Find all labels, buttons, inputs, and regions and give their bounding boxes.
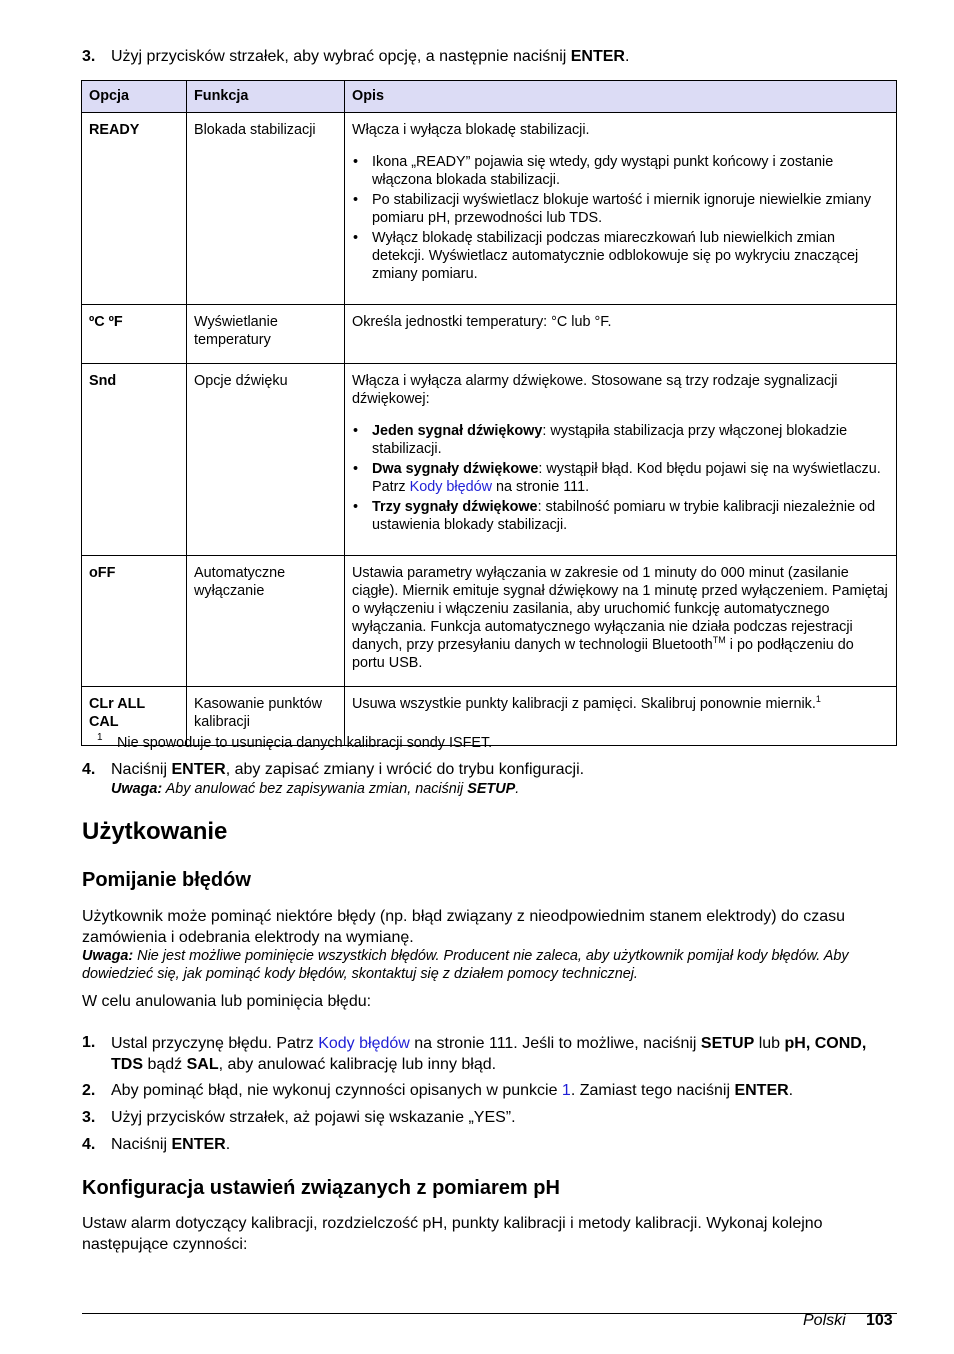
footer-language: Polski bbox=[803, 1312, 846, 1329]
option-cell: oFF bbox=[82, 556, 187, 687]
description-cell bbox=[345, 113, 897, 305]
header-option: Opcja bbox=[82, 81, 187, 113]
function-cell: Wyświetlanie temperatury bbox=[187, 305, 345, 364]
option-cell: ºC ºF bbox=[82, 305, 187, 364]
header-function: Funkcja bbox=[187, 81, 345, 113]
footnote-text: Nie spowoduje to usunięcia danych kalibracji sondy ISFET. bbox=[117, 735, 493, 751]
options-table bbox=[81, 80, 897, 746]
note-cancel: Uwaga: Aby anulować bez zapisywania zmian, naciśnij SETUP. bbox=[111, 781, 520, 797]
header-description: Opis bbox=[345, 81, 897, 113]
table-row bbox=[82, 305, 897, 364]
list-item: • Po stabilizacji wyświetlacz blokuje wartość i miernik ignoruje niewielkie zmiany pomiaru pH, przewodności lub TDS. bbox=[352, 191, 889, 227]
paragraph: Użytkownik może pominąć niektóre błędy (np. błąd związany z nieodpowiednim stanem elektrody) do czasu zamówienia i odebrania elektrody na wymianę. bbox=[82, 908, 846, 946]
footnote-ref: 1 bbox=[815, 694, 821, 705]
step-text: Użyj przycisków strzałek, aż pojawi się wskazanie „YES”. bbox=[111, 1109, 516, 1126]
function-cell: Opcje dźwięku bbox=[187, 364, 345, 556]
paragraph: Ustaw alarm dotyczący kalibracji, rozdzielczość pH, punkty kalibracji i metody kalibracji. Wykonaj kolejno następujące czynności: bbox=[82, 1215, 823, 1253]
step-text: Użyj przycisków strzałek, aby wybrać opcję, a następnie naciśnij ENTER. bbox=[111, 48, 630, 65]
step-text: Naciśnij ENTER. bbox=[111, 1136, 231, 1153]
error-codes-link[interactable]: Kody błędów bbox=[318, 1035, 410, 1052]
trademark-mark: TM bbox=[712, 635, 726, 646]
bullet-list bbox=[352, 422, 889, 534]
step-number: 1. bbox=[82, 1034, 96, 1051]
function-cell: Kasowanie punktów kalibracji bbox=[187, 687, 345, 746]
step-number: 4. bbox=[82, 1136, 96, 1153]
error-codes-link[interactable]: Kody błędów bbox=[409, 479, 492, 495]
description-text: Włącza i wyłącza blokadę stabilizacji. bbox=[352, 122, 590, 138]
step-number: 3. bbox=[82, 48, 96, 65]
option-cell: Snd bbox=[82, 364, 187, 556]
description-cell: Określa jednostki temperatury: °C lub °F. bbox=[345, 305, 897, 364]
step-1-link[interactable]: 1 bbox=[561, 1082, 571, 1099]
option-cell: CLr ALL CAL bbox=[82, 687, 187, 746]
step-number: 3. bbox=[82, 1109, 96, 1126]
description-text: Włącza i wyłącza alarmy dźwiękowe. Stosowane są trzy rodzaje sygnalizacji dźwiękowej: bbox=[352, 373, 838, 407]
function-cell: Blokada stabilizacji bbox=[187, 113, 345, 305]
intro-text: W celu anulowania lub pominięcia błędu: bbox=[82, 993, 372, 1010]
description-cell: Ustawia parametry wyłączania w zakresie od 1 minuty do 000 minut (zasilanie ciągłe). Miernik emituje sygnał dźwiękowy na 1 minutę przed wyłączeniem. Pamiętaj o wyłączeniu i włączeniu zasilania, aby uruchomić funkcję automatycznego wyłączania. Funkcja automatycznego wyłączania nie działa podczas rejestracji danych, przy przesyłaniu danych w technologii Bluetooth™ i po podłączeniu do portu USB. bbox=[345, 556, 897, 687]
list-item: • Jeden sygnał dźwiękowy: wystąpiła stabilizacja przy włączonej blokadzie stabilizacji. bbox=[352, 422, 889, 458]
bullet-list bbox=[352, 153, 889, 283]
footer-divider bbox=[82, 1313, 897, 1314]
section-title: Użytkowanie bbox=[82, 818, 228, 845]
list-item: • Trzy sygnały dźwiękowe: stabilność pomiaru w trybie kalibracji niezależnie od ustawienia blokady stabilizacji. bbox=[352, 498, 889, 534]
note-skip-errors: Uwaga: Nie jest możliwe pominięcie wszystkich błędów. Producent nie zaleca, aby użytkownik pomijał kody błędów. Aby dowiedzieć się, jak pominąć kody błędów, skontaktuj się z działem pomocy technicznej. bbox=[82, 948, 849, 982]
table-row bbox=[82, 364, 897, 556]
subsection-title-skip-errors: Pomijanie błędów bbox=[82, 869, 251, 891]
step-number: 4. bbox=[82, 761, 96, 778]
table-row bbox=[82, 113, 897, 305]
description-cell bbox=[345, 364, 897, 556]
function-cell: Automatyczne wyłączanie bbox=[187, 556, 345, 687]
footnote-number: 1 bbox=[97, 732, 103, 743]
list-item: • Dwa sygnały dźwiękowe: wystąpił błąd. Kod błędu pojawi się na wyświetlaczu. Patrz Kody błędów na stronie 111. bbox=[352, 460, 889, 496]
step-text: Naciśnij ENTER, aby zapisać zmiany i wrócić do trybu konfiguracji. bbox=[111, 761, 585, 778]
step-text: Aby pominąć błąd, nie wykonuj czynności opisanych w punkcie 1. Zamiast tego naciśnij ENTER. bbox=[111, 1082, 794, 1099]
option-cell: READY bbox=[82, 113, 187, 305]
table-row bbox=[82, 556, 897, 687]
subsection-title-ph-config: Konfiguracja ustawień związanych z pomiarem pH bbox=[82, 1177, 560, 1199]
step-text: Ustal przyczynę błędu. Patrz Kody błędów na stronie 111. Jeśli to możliwe, naciśnij SETUP lub pH, COND, TDS bądź SAL, aby anulować kalibrację lub inny błąd. bbox=[111, 1035, 867, 1073]
step-number: 2. bbox=[82, 1082, 96, 1099]
table-header-row bbox=[82, 81, 897, 113]
description-cell: Usuwa wszystkie punkty kalibracji z pamięci. Skalibruj ponownie miernik.$^1$ bbox=[345, 687, 897, 746]
list-item: • Wyłącz blokadę stabilizacji podczas miareczkowań lub niewielkich zmian detekcji. Wyświetlacz automatycznie odblokowuje się po wykryciu znaczącej zmiany pomiaru. bbox=[352, 229, 889, 283]
list-item: • Ikona „READY” pojawia się wtedy, gdy wystąpi punkt końcowy i zostanie włączona blokada stabilizacji. bbox=[352, 153, 889, 189]
page-number: 103 bbox=[866, 1312, 893, 1329]
